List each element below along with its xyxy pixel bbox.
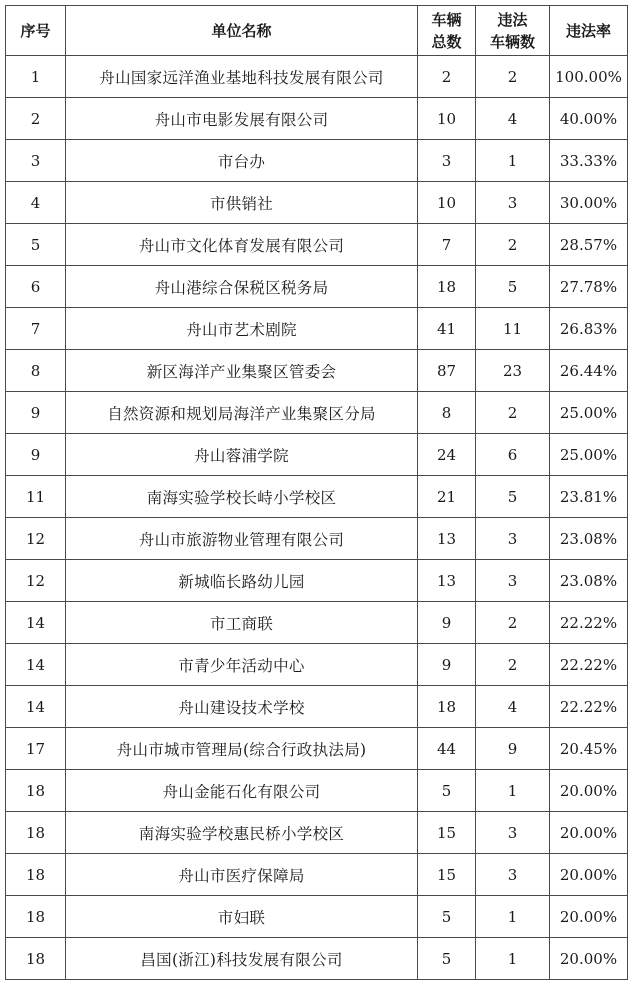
cell-vehicle-total: 9 [418, 602, 476, 644]
cell-index: 14 [6, 644, 66, 686]
cell-violation-rate: 100.00% [550, 56, 628, 98]
table-row [6, 182, 628, 224]
header-vehicle-total-line2: 总数 [431, 32, 462, 51]
cell-index: 18 [6, 938, 66, 980]
header-violation-count-line1: 违法 [497, 10, 528, 29]
cell-vehicle-total: 15 [418, 812, 476, 854]
cell-violation-rate: 22.22% [550, 686, 628, 728]
cell-index: 1 [6, 56, 66, 98]
cell-violation-count: 1 [476, 938, 550, 980]
cell-unit-name: 舟山港综合保税区税务局 [66, 266, 418, 308]
cell-violation-count: 1 [476, 896, 550, 938]
cell-vehicle-total: 8 [418, 392, 476, 434]
cell-vehicle-total: 21 [418, 476, 476, 518]
cell-violation-count: 23 [476, 350, 550, 392]
cell-violation-rate: 20.00% [550, 812, 628, 854]
cell-violation-count: 5 [476, 266, 550, 308]
cell-violation-rate: 26.83% [550, 308, 628, 350]
cell-violation-count: 3 [476, 182, 550, 224]
cell-violation-count: 3 [476, 812, 550, 854]
cell-unit-name: 舟山建设技术学校 [66, 686, 418, 728]
cell-violation-rate: 40.00% [550, 98, 628, 140]
cell-unit-name: 昌国(浙江)科技发展有限公司 [66, 938, 418, 980]
header-unit-name: 单位名称 [66, 6, 418, 56]
cell-index: 3 [6, 140, 66, 182]
cell-index: 12 [6, 518, 66, 560]
cell-violation-rate: 20.00% [550, 770, 628, 812]
cell-index: 5 [6, 224, 66, 266]
cell-vehicle-total: 18 [418, 686, 476, 728]
cell-vehicle-total: 24 [418, 434, 476, 476]
cell-violation-rate: 23.08% [550, 518, 628, 560]
cell-unit-name: 市青少年活动中心 [66, 644, 418, 686]
cell-vehicle-total: 41 [418, 308, 476, 350]
cell-unit-name: 新城临长路幼儿园 [66, 560, 418, 602]
cell-index: 18 [6, 896, 66, 938]
table-row [6, 938, 628, 980]
cell-index: 4 [6, 182, 66, 224]
table-row [6, 602, 628, 644]
cell-vehicle-total: 5 [418, 770, 476, 812]
cell-index: 9 [6, 434, 66, 476]
cell-unit-name: 南海实验学校惠民桥小学校区 [66, 812, 418, 854]
cell-index: 14 [6, 602, 66, 644]
cell-unit-name: 舟山蓉浦学院 [66, 434, 418, 476]
header-violation-count-line2: 车辆数 [489, 32, 535, 51]
cell-vehicle-total: 10 [418, 98, 476, 140]
cell-vehicle-total: 5 [418, 938, 476, 980]
cell-unit-name: 舟山市电影发展有限公司 [66, 98, 418, 140]
cell-violation-rate: 27.78% [550, 266, 628, 308]
cell-unit-name: 舟山国家远洋渔业基地科技发展有限公司 [66, 56, 418, 98]
violation-table-container [5, 5, 628, 980]
cell-violation-rate: 20.00% [550, 896, 628, 938]
cell-violation-rate: 25.00% [550, 392, 628, 434]
cell-vehicle-total: 3 [418, 140, 476, 182]
cell-violation-count: 2 [476, 56, 550, 98]
cell-violation-count: 5 [476, 476, 550, 518]
table-row [6, 518, 628, 560]
header-violation-rate: 违法率 [550, 6, 628, 56]
cell-violation-count: 4 [476, 686, 550, 728]
header-vehicle-total [418, 6, 476, 56]
table-body [6, 56, 628, 980]
cell-vehicle-total: 13 [418, 560, 476, 602]
cell-violation-rate: 20.00% [550, 854, 628, 896]
cell-vehicle-total: 10 [418, 182, 476, 224]
cell-index: 14 [6, 686, 66, 728]
cell-violation-rate: 20.00% [550, 938, 628, 980]
cell-violation-rate: 28.57% [550, 224, 628, 266]
table-row [6, 644, 628, 686]
cell-unit-name: 新区海洋产业集聚区管委会 [66, 350, 418, 392]
table-row [6, 812, 628, 854]
cell-violation-rate: 25.00% [550, 434, 628, 476]
cell-index: 2 [6, 98, 66, 140]
table-row [6, 224, 628, 266]
table-row [6, 686, 628, 728]
cell-violation-count: 2 [476, 392, 550, 434]
header-row [6, 6, 628, 56]
cell-violation-count: 6 [476, 434, 550, 476]
cell-index: 6 [6, 266, 66, 308]
cell-unit-name: 市供销社 [66, 182, 418, 224]
cell-violation-count: 3 [476, 560, 550, 602]
cell-violation-rate: 22.22% [550, 644, 628, 686]
cell-violation-count: 11 [476, 308, 550, 350]
cell-vehicle-total: 87 [418, 350, 476, 392]
cell-vehicle-total: 2 [418, 56, 476, 98]
cell-violation-rate: 30.00% [550, 182, 628, 224]
cell-unit-name: 舟山金能石化有限公司 [66, 770, 418, 812]
cell-unit-name: 市妇联 [66, 896, 418, 938]
table-row [6, 140, 628, 182]
cell-violation-count: 1 [476, 770, 550, 812]
table-row [6, 266, 628, 308]
header-violation-count [476, 6, 550, 56]
cell-index: 11 [6, 476, 66, 518]
cell-unit-name: 市台办 [66, 140, 418, 182]
cell-index: 18 [6, 854, 66, 896]
cell-violation-count: 3 [476, 854, 550, 896]
header-index: 序号 [6, 6, 66, 56]
cell-violation-count: 2 [476, 644, 550, 686]
cell-vehicle-total: 44 [418, 728, 476, 770]
cell-unit-name: 舟山市城市管理局(综合行政执法局) [66, 728, 418, 770]
cell-index: 8 [6, 350, 66, 392]
violation-rate-table [5, 5, 628, 980]
cell-unit-name: 舟山市旅游物业管理有限公司 [66, 518, 418, 560]
table-row [6, 854, 628, 896]
cell-unit-name: 自然资源和规划局海洋产业集聚区分局 [66, 392, 418, 434]
cell-index: 17 [6, 728, 66, 770]
cell-violation-count: 9 [476, 728, 550, 770]
table-row [6, 896, 628, 938]
table-row [6, 770, 628, 812]
cell-violation-count: 2 [476, 602, 550, 644]
header-vehicle-total-line1: 车辆 [431, 10, 462, 29]
cell-violation-rate: 22.22% [550, 602, 628, 644]
table-row [6, 434, 628, 476]
cell-index: 18 [6, 770, 66, 812]
cell-violation-count: 4 [476, 98, 550, 140]
table-row [6, 308, 628, 350]
cell-vehicle-total: 9 [418, 644, 476, 686]
cell-violation-rate: 20.45% [550, 728, 628, 770]
table-row [6, 98, 628, 140]
cell-violation-rate: 23.81% [550, 476, 628, 518]
cell-violation-rate: 26.44% [550, 350, 628, 392]
cell-unit-name: 市工商联 [66, 602, 418, 644]
table-row [6, 392, 628, 434]
table-row [6, 476, 628, 518]
cell-vehicle-total: 7 [418, 224, 476, 266]
cell-unit-name: 舟山市医疗保障局 [66, 854, 418, 896]
table-row [6, 728, 628, 770]
cell-vehicle-total: 18 [418, 266, 476, 308]
cell-violation-count: 3 [476, 518, 550, 560]
cell-vehicle-total: 5 [418, 896, 476, 938]
cell-index: 7 [6, 308, 66, 350]
cell-index: 18 [6, 812, 66, 854]
cell-index: 9 [6, 392, 66, 434]
cell-violation-count: 1 [476, 140, 550, 182]
cell-vehicle-total: 13 [418, 518, 476, 560]
cell-vehicle-total: 15 [418, 854, 476, 896]
table-row [6, 560, 628, 602]
table-row [6, 56, 628, 98]
cell-violation-count: 2 [476, 224, 550, 266]
cell-violation-rate: 33.33% [550, 140, 628, 182]
cell-unit-name: 南海实验学校长峙小学校区 [66, 476, 418, 518]
table-row [6, 350, 628, 392]
cell-violation-rate: 23.08% [550, 560, 628, 602]
cell-index: 12 [6, 560, 66, 602]
cell-unit-name: 舟山市文化体育发展有限公司 [66, 224, 418, 266]
cell-unit-name: 舟山市艺术剧院 [66, 308, 418, 350]
